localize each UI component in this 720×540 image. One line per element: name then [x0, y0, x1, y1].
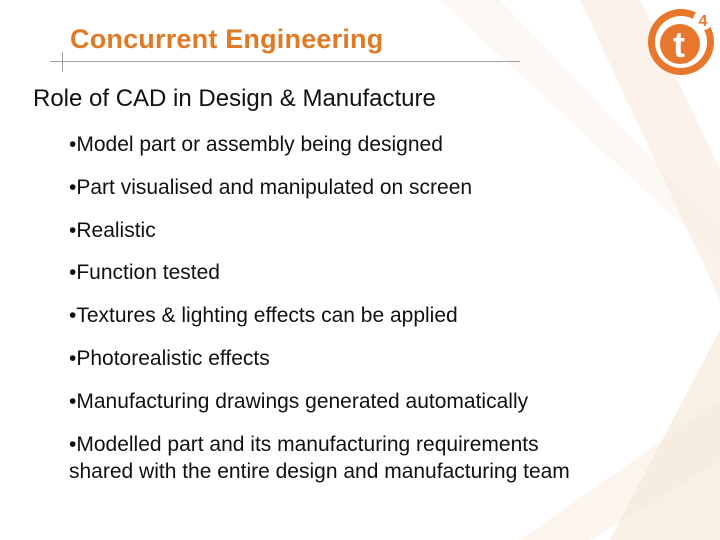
title-tick-mark — [62, 52, 63, 72]
bullet-text-line-2: shared with the entire design and manufacturing team — [69, 459, 570, 483]
bullet-item — [69, 131, 709, 158]
t4-logo-icon — [645, 6, 717, 78]
bullet-text: •Realistic — [69, 218, 156, 242]
logo-letter: t — [673, 24, 685, 65]
bullet-item — [69, 302, 709, 329]
bullet-item — [69, 259, 709, 286]
bullet-text: •Textures & lighting effects can be applied — [69, 304, 458, 328]
bullet-item — [69, 431, 709, 485]
bullet-text: •Part visualised and manipulated on screen — [69, 175, 473, 199]
bullet-text: •Model part or assembly being designed — [69, 133, 443, 156]
bullet-text: •Manufacturing drawings generated automatically — [69, 389, 529, 413]
bullet-text: •Function tested — [69, 261, 220, 285]
bullet-item — [69, 345, 709, 372]
bullet-list — [69, 131, 709, 500]
slide-title: Concurrent Engineering — [70, 24, 384, 54]
bullet-item — [69, 217, 709, 244]
bullet-text: •Photorealistic effects — [69, 346, 270, 370]
title-underline — [50, 61, 520, 62]
bullet-text-line-1: •Modelled part and its manufacturing requirements — [69, 432, 539, 456]
bullet-item — [69, 174, 709, 201]
logo-superscript: 4 — [698, 13, 708, 30]
bullet-item — [69, 388, 709, 415]
slide-subtitle: Role of CAD in Design & Manufacture — [33, 85, 436, 112]
